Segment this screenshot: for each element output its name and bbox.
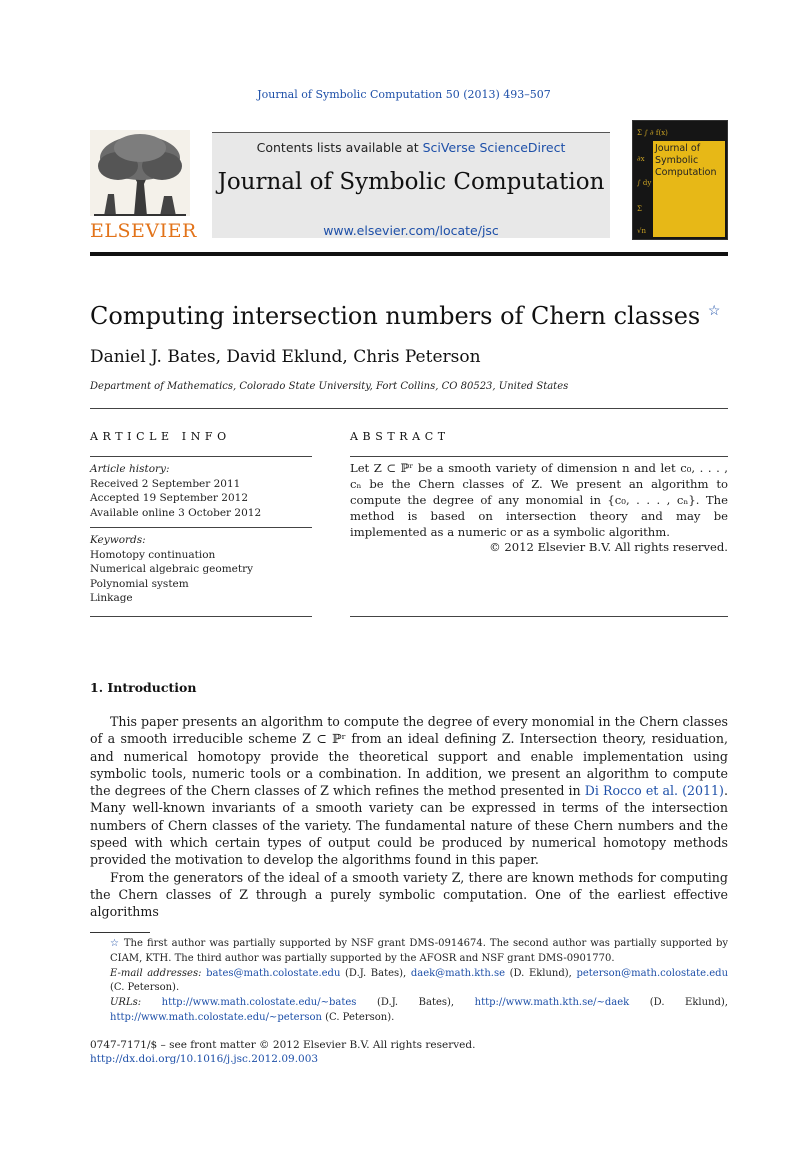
contents-prefix: Contents lists available at [256,140,423,155]
history-label: Article history: [90,463,170,475]
abstract-text: Let Z ⊂ ℙʳ be a smooth variety of dimension n and let c₀, . . . , cₙ be the Chern classes of Z. We present an algorithm to compute the degree of any monomial in {c₀, . . . , cₙ}. The method is based on intersection theory and may be implemented as a numeric or as a symbolic algorithm. [350,461,728,539]
email-owner: (D.J. Bates), [340,967,411,979]
info-rule [90,456,312,457]
paper-affiliation: Department of Mathematics, Colorado State University, Fort Collins, CO 80523, United States [90,381,569,392]
homepage-link[interactable]: http://www.math.kth.se/~daek [474,997,630,1009]
keyword-item: Numerical algebraic geometry [90,563,254,576]
url-owner: (D.J. Bates), [356,997,475,1009]
email-link[interactable]: peterson@math.colostate.edu [576,967,729,979]
urls-label: URLs: [110,997,142,1009]
elsevier-wordmark: ELSEVIER [90,220,197,242]
cover-title-line: Computation [655,167,717,178]
email-label: E-mail addresses: [110,967,202,979]
abstract-top-rule [350,456,728,457]
article-history [90,462,312,520]
url-owner: (C. Peterson). [321,1011,395,1023]
svg-text:√n: √n [637,227,646,235]
email-link[interactable]: bates@math.colostate.edu [206,967,341,979]
footnote-funding [90,937,728,967]
citation-link[interactable]: Di Rocco et al. (2011) [584,783,724,799]
history-online: Available online 3 October 2012 [90,506,262,519]
footnote-funding-text: The first author was partially supported by NSF grant DMS-0914674. The second author was partially supported by CIAM, KTH. The third author was partially supported by the AFOSR and NSF grant DMS-0901770. [110,938,728,964]
homepage-link[interactable]: http://www.math.colostate.edu/~peterson [110,1011,322,1023]
article-info-heading: ARTICLE INFO [90,430,231,443]
email-owner: (C. Peterson). [110,982,180,994]
journal-title: Journal of Symbolic Computation [217,169,605,195]
abstract-copyright: © 2012 Elsevier B.V. All rights reserved. [489,540,728,554]
body-text-run: This paper presents an algorithm to compute the degree of every monomial in the Chern classes of a smooth irreducible scheme Z ⊂ ℙʳ from an ideal defining Z. Intersection theory, residuation, and numerical homotopy provide the theoretical support and enable implementation using symbolic tools, numeric tools or a combination. In addition, we present an algorithm to compute the degrees of the Chern classes of Z which refines the method presented in [90,714,728,799]
body-paragraph [90,713,728,869]
svg-text:Σ: Σ [637,205,642,213]
section-heading: 1. Introduction [90,680,197,695]
body-text [90,713,728,921]
keyword-item: Linkage [90,592,133,605]
email-owner: (D. Eklund), [505,967,577,979]
abstract-heading: ABSTRACT [350,430,450,443]
cover-title-line: Symbolic [655,155,699,166]
body-paragraph: From the generators of the ideal of a smooth variety Z, there are known methods for computing the Chern classes of Z through a purely symbolic computation. One of the earliest effective algorithms [90,869,728,920]
doi-link[interactable]: http://dx.doi.org/10.1016/j.jsc.2012.09.003 [90,1053,319,1065]
paper-title [90,302,720,330]
section-rule [90,408,728,409]
masthead-box [212,132,610,238]
svg-text:∫ dy: ∫ dy [637,179,652,187]
journal-reference[interactable]: Journal of Symbolic Computation 50 (2013) 493–507 [257,88,551,101]
history-received: Received 2 September 2011 [90,477,241,490]
keyword-item: Polynomial system [90,577,189,590]
issn-line: 0747-7171/$ – see front matter © 2012 Elsevier B.V. All rights reserved. [90,1039,476,1051]
info-rule [90,527,312,528]
history-accepted: Accepted 19 September 2012 [90,492,249,505]
svg-text:Σ ∫ ∂ f(x): Σ ∫ ∂ f(x) [637,129,668,137]
header-rule [90,252,728,256]
journal-url-link[interactable]: www.elsevier.com/locate/jsc [323,223,499,238]
footnote-rule [90,932,150,933]
footnote-star-icon: ☆ [110,938,120,949]
homepage-link[interactable]: http://www.math.colostate.edu/~bates [161,997,357,1009]
cover-title-line: Journal of [655,143,701,154]
footnotes [90,937,728,1026]
info-rule [90,616,312,617]
svg-text:∂x: ∂x [637,155,645,163]
journal-cover-image [632,120,728,240]
footnote-emails [90,967,728,997]
paper-authors: Daniel J. Bates, David Eklund, Chris Peterson [90,347,481,367]
masthead [90,120,728,244]
keyword-item: Homotopy continuation [90,548,216,561]
abstract-bottom-rule [350,616,728,617]
sciencedirect-link[interactable]: SciVerse ScienceDirect [422,140,566,155]
keywords-label: Keywords: [90,534,146,546]
body-text-run: . Many well-known invariants of a smooth variety can be expressed in terms of the intersection numbers of Chern classes of the variety. The fundamental nature of these Chern numbers and the speed with which certain types of output could be produced by numerical homotopy methods provided the motivation to develop the algorithms found in this paper. [90,783,728,868]
article-keywords [90,533,312,606]
cover-title [655,143,725,179]
url-owner: (D. Eklund), [629,997,728,1009]
contents-line [212,140,610,155]
footnote-urls [90,996,728,1026]
paper-title-text: Computing intersection numbers of Chern classes [90,302,701,330]
title-footnote-star-icon[interactable]: ☆ [707,303,721,319]
email-link[interactable]: daek@math.kth.se [410,967,505,979]
